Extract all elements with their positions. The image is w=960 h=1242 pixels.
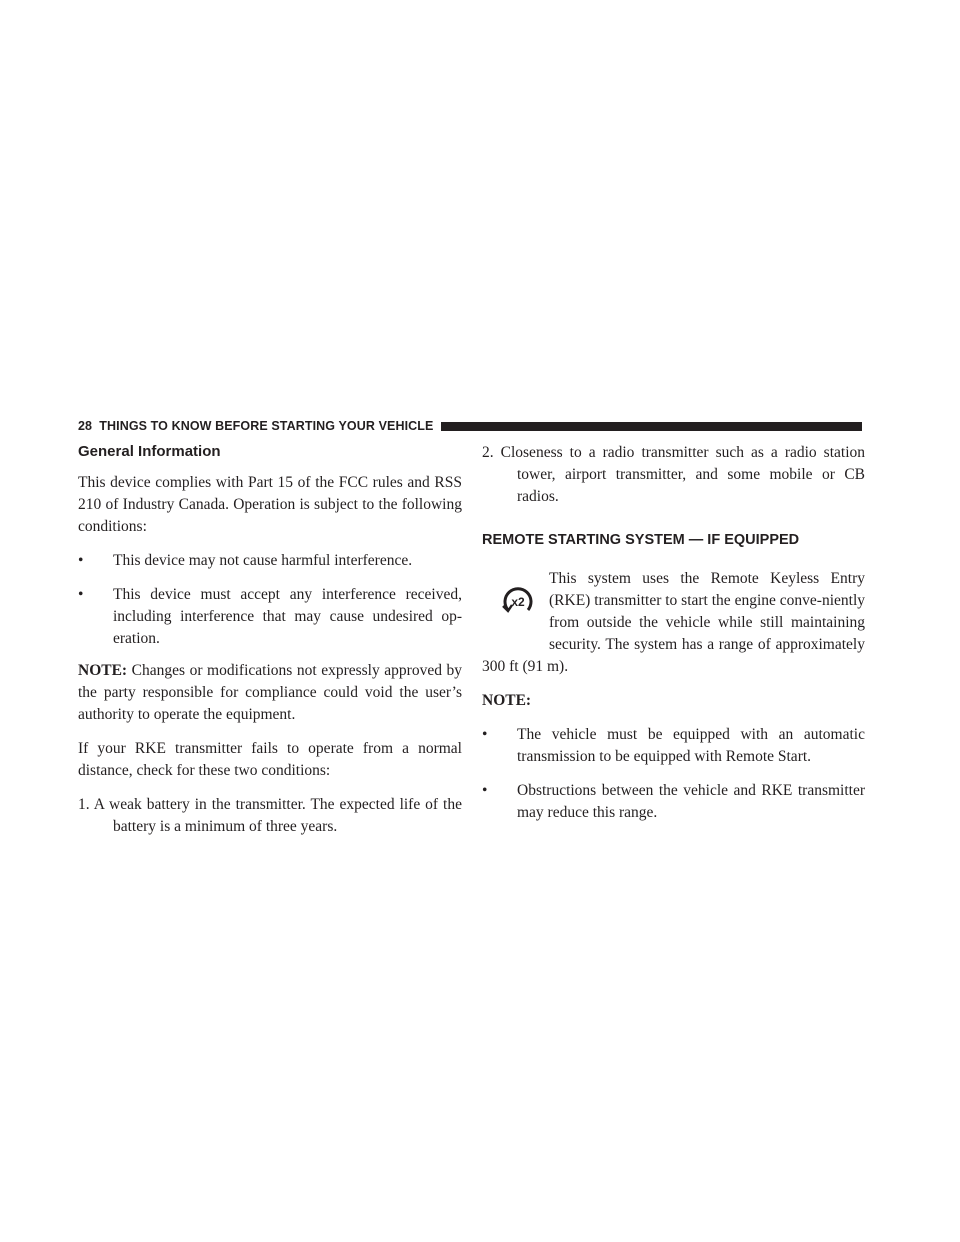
list-item-text: The vehicle must be equipped with an automatic transmission to be equipped with Remote Start.: [517, 726, 865, 765]
remote-start-intro-block: [482, 568, 865, 678]
list-item: [78, 550, 462, 572]
rke-paragraph: If your RKE transmitter fails to operate from a normal distance, check for these two conditions:: [78, 740, 462, 779]
list-item: [482, 780, 865, 824]
note-label: NOTE:: [482, 692, 532, 709]
bullet-marker: •: [78, 586, 84, 603]
note-heading: [482, 690, 865, 712]
page-header: [78, 417, 862, 435]
remote-start-x2-icon: [498, 582, 538, 622]
list-item-text: This device must accept any interference received, including interference that may cause undesired op-eration.: [113, 586, 462, 647]
list-item: [78, 584, 462, 650]
header-text: [78, 419, 441, 433]
header-rule: [441, 422, 862, 431]
left-column: [78, 442, 462, 838]
fcc-intro-paragraph: This device complies with Part 15 of the FCC rules and RSS 210 of Industry Canada. Operation is subject to the following conditions:: [78, 474, 462, 535]
bullet-marker: •: [78, 552, 84, 569]
page-number: 28: [78, 419, 93, 433]
numbered-item-2: 2. Closeness to a radio transmitter such as a radio station tower, airport transmitter, and some mobile or CB radios.: [482, 444, 865, 505]
remote-start-intro-text: This system uses the Remote Keyless Entry (RKE) transmitter to start the engine conve-niently from outside the vehicle while still maintaining security. The system has a range of approximately 300 ft (91 m).: [482, 570, 865, 675]
right-column: [482, 442, 865, 824]
bullet-marker: •: [482, 726, 488, 743]
note-label: NOTE:: [78, 662, 128, 679]
general-information-heading: General Information: [78, 443, 221, 460]
list-item-text: This device may not cause harmful interference.: [113, 552, 413, 569]
remote-start-intro: [482, 568, 865, 678]
list-item-text: Obstructions between the vehicle and RKE transmitter may reduce this range.: [517, 782, 865, 821]
note-text: Changes or modifications not expressly approved by the party responsible for compliance could void the user’s authority to operate the equipment.: [78, 662, 463, 723]
note-paragraph: [78, 660, 462, 726]
list-item: [482, 724, 865, 768]
icon-label: x2: [511, 595, 525, 609]
bullet-marker: •: [482, 782, 488, 799]
section-title: THINGS TO KNOW BEFORE STARTING YOUR VEHICLE: [99, 419, 434, 433]
numbered-item-1: 1. A weak battery in the transmitter. The expected life of the battery is a minimum of three years.: [78, 796, 462, 835]
remote-starting-heading: REMOTE STARTING SYSTEM — IF EQUIPPED: [482, 532, 800, 548]
